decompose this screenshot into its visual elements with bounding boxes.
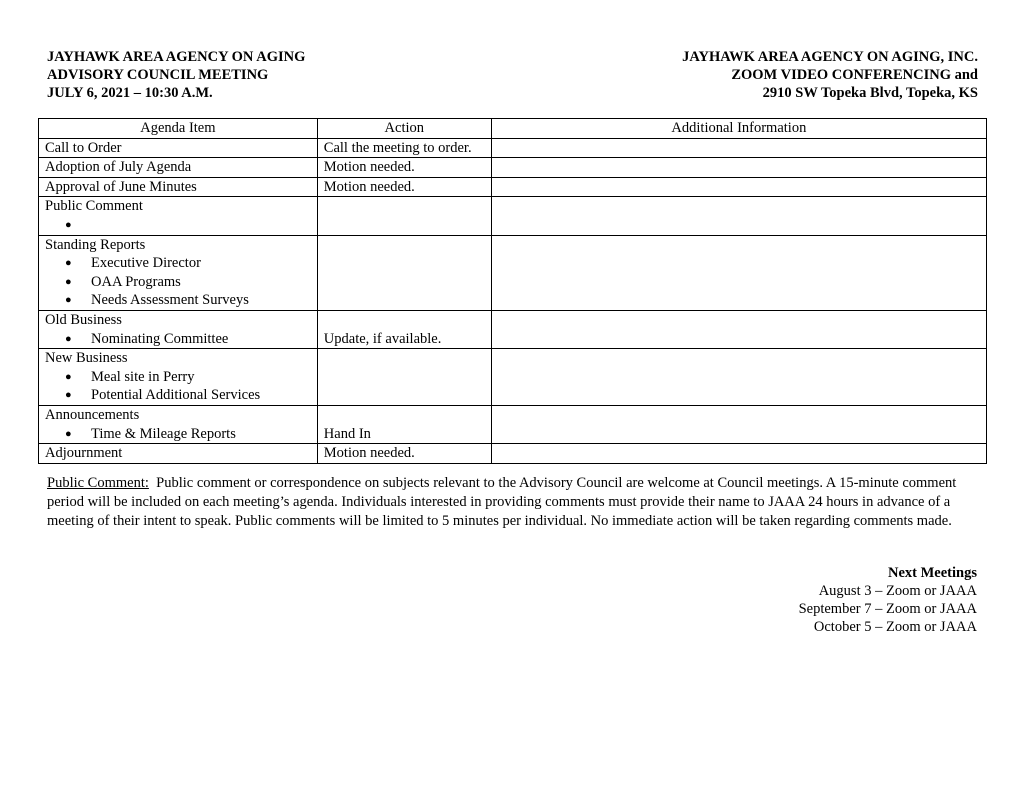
additional-information-cell: [491, 197, 986, 235]
next-meeting-item: September 7 – Zoom or JAAA: [798, 601, 977, 617]
agenda-sub-item: [45, 291, 311, 310]
agenda-item-title: Standing Reports: [45, 236, 146, 253]
action-cell: Hand In: [317, 405, 491, 443]
bullet-icon: ●: [65, 218, 72, 231]
next-meeting-item: October 5 – Zoom or JAAA: [813, 619, 977, 635]
table-row: [39, 405, 987, 443]
table-row: [39, 177, 987, 197]
action-cell: [317, 235, 491, 310]
agenda-sub-item-label: OAA Programs: [91, 273, 181, 290]
agenda-sub-item: [45, 330, 311, 349]
next-meeting-item: August 3 – Zoom or JAAA: [818, 583, 977, 599]
bullet-icon: ●: [65, 389, 72, 402]
agenda-item-title: Adoption of July Agenda: [45, 159, 192, 176]
additional-information-cell: [491, 138, 986, 158]
bullet-icon: ●: [65, 294, 72, 307]
agenda-sub-item-label: Time & Mileage Reports: [91, 425, 236, 442]
additional-information-cell: [491, 405, 986, 443]
meeting-venue: ZOOM VIDEO CONFERENCING and: [731, 67, 978, 83]
agenda-item-title: Call to Order: [45, 139, 122, 156]
additional-information-cell: [491, 158, 986, 178]
agenda-sub-item-label: Meal site in Perry: [91, 368, 195, 385]
agenda-item-title: Public Comment: [45, 198, 143, 215]
table-row: [39, 138, 987, 158]
agenda-sub-item-label: Executive Director: [91, 255, 201, 272]
agenda-sub-item: [45, 368, 311, 387]
agenda-item-cell: [39, 349, 318, 406]
table-row: [39, 349, 987, 406]
table-row: [39, 235, 987, 310]
agenda-table: [38, 118, 987, 464]
additional-information-cell: [491, 235, 986, 310]
action-cell: [317, 197, 491, 235]
additional-information-cell: [491, 444, 986, 464]
bullet-icon: ●: [65, 427, 72, 440]
agenda-item-title: New Business: [45, 350, 128, 367]
agenda-sub-item: [45, 386, 311, 405]
table-row: [39, 444, 987, 464]
agenda-sub-item-label: Nominating Committee: [91, 330, 229, 347]
action-cell: [317, 349, 491, 406]
action-cell: Motion needed.: [317, 444, 491, 464]
document-header: [47, 48, 978, 102]
agenda-item-cell: [39, 158, 318, 178]
agenda-item-cell: [39, 138, 318, 158]
agenda-item-cell: [39, 310, 318, 348]
agenda-item-cell: [39, 235, 318, 310]
additional-information-cell: [491, 310, 986, 348]
agenda-item-cell: [39, 177, 318, 197]
meeting-name: ADVISORY COUNCIL MEETING: [47, 67, 269, 83]
bullet-icon: ●: [65, 332, 72, 345]
agenda-sub-item-label: Needs Assessment Surveys: [91, 292, 249, 309]
public-comment-note: [47, 474, 982, 531]
column-header-agenda-item: Agenda Item: [39, 119, 318, 139]
public-comment-text: Public comment or correspondence on subjects relevant to the Advisory Council are welcome at Council meetings. A 15-minute comment period will be included on each meeting’s agenda. Individuals interested in providing comments must provide their name to JAAA 24 hours in advance of a meeting of their intent to speak. Public comments will be limited to 5 minutes per individual. No immediate action will be taken regarding comments made.: [47, 475, 960, 529]
action-cell: Motion needed.: [317, 177, 491, 197]
action-cell: Motion needed.: [317, 158, 491, 178]
column-header-action: Action: [317, 119, 491, 139]
agenda-item-title: Approval of June Minutes: [45, 178, 197, 195]
agenda-item-cell: [39, 444, 318, 464]
agenda-sub-item: [45, 425, 311, 444]
agenda-item-title: Old Business: [45, 311, 122, 328]
meeting-address: 2910 SW Topeka Blvd, Topeka, KS: [762, 85, 978, 101]
agenda-table-body: [39, 138, 987, 463]
agenda-item-title: Announcements: [45, 406, 140, 423]
agenda-item-title: Adjournment: [45, 445, 123, 462]
next-meetings-title: Next Meetings: [888, 565, 977, 581]
header-left-block: [47, 48, 305, 102]
table-row: [39, 310, 987, 348]
additional-information-cell: [491, 349, 986, 406]
next-meetings: [799, 564, 977, 636]
table-row: [39, 197, 987, 235]
additional-information-cell: [491, 177, 986, 197]
meeting-date: JULY 6, 2021 – 10:30 A.M.: [47, 85, 213, 101]
agenda-item-cell: [39, 197, 318, 235]
agency-name: JAYHAWK AREA AGENCY ON AGING: [47, 49, 306, 65]
bullet-icon: ●: [65, 370, 72, 383]
agency-name-inc: JAYHAWK AREA AGENCY ON AGING, INC.: [682, 49, 978, 65]
agenda-sub-item: [45, 254, 311, 273]
bullet-icon: ●: [65, 275, 72, 288]
column-header-additional-information: Additional Information: [491, 119, 986, 139]
agenda-sub-item: [45, 273, 311, 292]
public-comment-label: Public Comment:: [47, 475, 149, 491]
table-row: [39, 158, 987, 178]
agenda-sub-item-label: Potential Additional Services: [91, 387, 261, 404]
action-cell: Call the meeting to order.: [317, 138, 491, 158]
action-cell: Update, if available.: [317, 310, 491, 348]
agenda-item-cell: [39, 405, 318, 443]
agenda-sub-item: [45, 216, 311, 235]
bullet-icon: ●: [65, 257, 72, 270]
header-right-block: [682, 48, 978, 102]
table-header-row: [39, 119, 987, 139]
